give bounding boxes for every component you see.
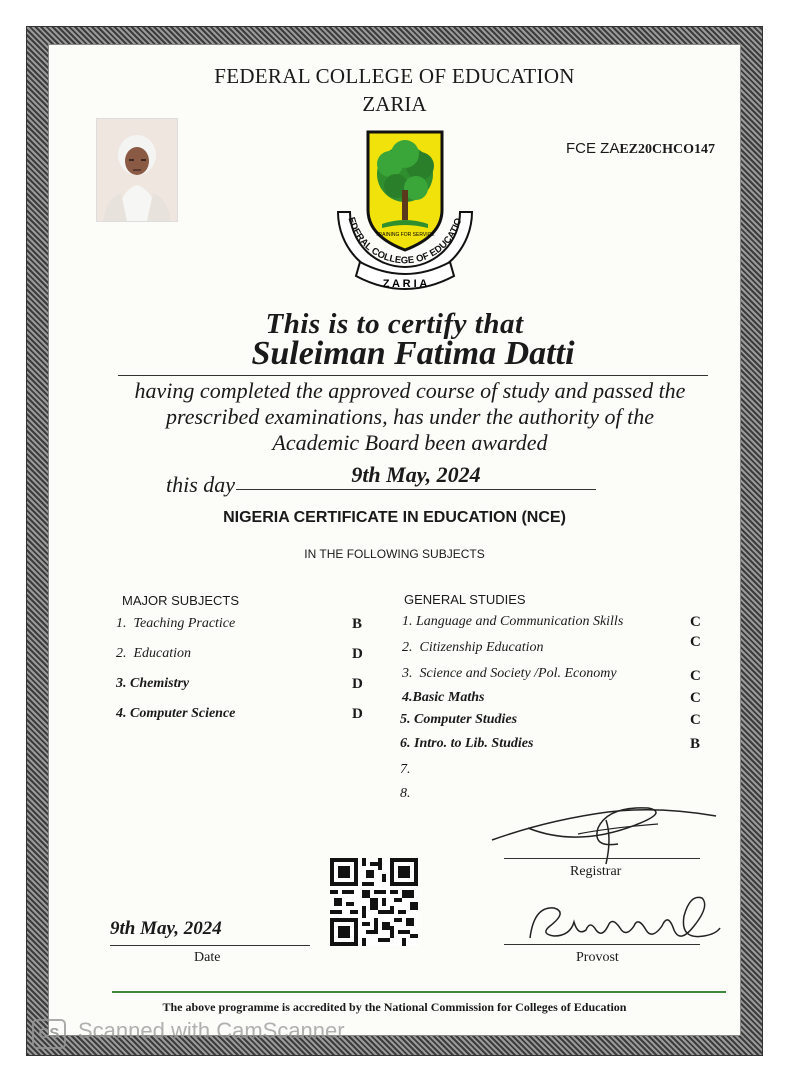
passport-photo [96,118,178,222]
recipient-name: Suleiman Fatima Datti [118,335,708,376]
general-subject: 2. Citizenship Education [402,640,544,655]
general-subject: 4.Basic Maths [402,690,485,705]
verification-qr-code [330,858,418,946]
general-grade: B [690,736,701,752]
following-subjects-label: IN THE FOLLOWING SUBJECTS [304,547,485,561]
provost-label: Provost [576,950,619,965]
provost-signature [524,886,724,953]
major-subject: 4. Computer Science [116,706,236,721]
date-line [110,945,310,946]
major-grade: D [352,676,363,692]
institution-name: FEDERAL COLLEGE OF EDUCATION [214,64,575,88]
major-grade: D [352,706,363,722]
major-subjects-header: MAJOR SUBJECTS [122,593,240,608]
general-subject: 8. [400,786,411,801]
provost-line [504,944,700,945]
footer-rule [112,991,726,993]
general-grade: C [690,690,701,706]
institution-city: ZARIA [362,92,427,116]
college-crest [330,124,480,299]
award-title: NIGERIA CERTIFICATE IN EDUCATION (NCE) [223,509,566,526]
major-grade: D [352,646,363,662]
award-date-line [236,489,596,490]
serial-number: EZ20CHCO147 [619,142,716,157]
issue-date: 9th May, 2024 [110,918,222,939]
camscanner-logo-icon: CS [32,1019,66,1049]
general-grade: C [690,712,701,728]
crest-ring-text: EDERAL COLLEGE OF EDUCATIO [345,215,465,267]
general-subject: 6. Intro. to Lib. Studies [400,736,534,751]
general-grade: C [690,614,701,630]
major-grade: B [352,616,363,632]
registrar-label: Registrar [570,864,622,879]
award-date: 9th May, 2024 [351,462,481,487]
certificate-serial [566,140,715,158]
major-subject: 1. Teaching Practice [116,616,236,631]
serial-prefix: FCE ZA [566,140,620,157]
general-grade: C [690,668,701,684]
general-grade: C [690,634,701,650]
certify-line: This is to certify that [265,308,524,340]
certificate-body: having completed the approved course of study and passed the prescribed examinations, has under the authority of the Academic Board been awarded [134,378,686,455]
registrar-line [504,858,700,859]
crest-city: Z A R I A [382,278,428,290]
general-subject: 5. Computer Studies [400,712,518,727]
accreditation-note: The above programme is accredited by the National Commission for Colleges of Education [162,1000,627,1014]
general-subject: 3. Science and Society /Pol. Economy [402,666,617,681]
this-day-label: this day [166,472,236,497]
crest-motto: TRAINING FOR SERVICE [375,232,435,238]
major-subject: 3. Chemistry [116,676,190,691]
general-subject: 7. [400,762,411,777]
scanner-watermark: Scanned with CamScanner [78,1018,345,1043]
general-studies-header: GENERAL STUDIES [404,592,526,607]
major-subject: 2. Education [116,646,192,661]
registrar-signature [488,798,718,873]
general-subject: 1. Language and Communication Skills [402,614,624,629]
date-label: Date [194,950,221,965]
